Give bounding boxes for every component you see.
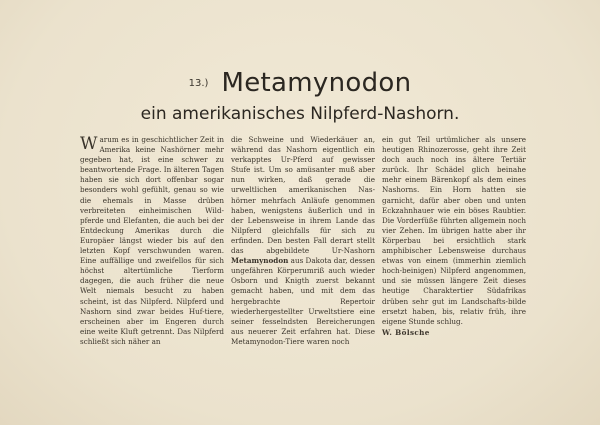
- page-title: Metamynodon: [221, 68, 412, 98]
- paragraph: [382, 135, 526, 327]
- paragraph-text: die Schweine und Wiederkäuer an, während das Nashorn eigentlich ein verkapptes Ur-Pferd auf gewisser Stufe ist. Um so amüsanter muß aber nun wirken, daß gerade die urweltlichen amerikanischen Nas-hörner mehrfach Anläufe genommen haben, wenigstens äußerlich und in der Lebensweise in ihrem Lande das Nilpferd gleichfalls für sich zu erfinden. Den besten Fall derart stellt das abgebildete Ur-Nashorn: [231, 135, 375, 256]
- article-number: 13.): [188, 77, 209, 89]
- drop-cap: W: [80, 134, 98, 154]
- page-subtitle: ein amerikanisches Nilpferd-Nashorn.: [140, 104, 460, 124]
- text-column-3: [382, 135, 526, 338]
- paragraph-text: arum es in geschichtlicher Zeit in Amerika keine Nashörner mehr gegeben hat, ist eine schwer zu beantwortende Frage. In älteren Tagen haben sie sich dort offenbar sogar besonders wohl gefühlt, genau so wie die ehemals in Masse drüben verbreiteten einheimischen Wild-pferde und Elefanten, die auch bei der Entdeckung Amerikas durch die Europäer längst wieder bis auf den letzten Kopf verschwunden waren. Eine auffällige und zweifellos für sich höchst altertümliche Tierform dagegen, die auch früher die neue Welt niemals besucht zu haben scheint, ist das Nilpferd. Nilpferd und Nashorn sind zwar beides Huf-tiere, erscheinen aber im Engeren durch eine weite Kluft getrennt. Das Nilpferd schließt sich näher an: [80, 135, 224, 346]
- paragraph-text: aus Dakota dar, dessen ungefähren Körperumriß auch wieder Osborn und Knigth zuerst bekannt gemacht haben, und mit dem das hergebrachte Repertoir wiederhergestellter Urweltstiere eine seiner fesselndsten Bereicherungen aus neuerer Zeit erfahren hat. Diese Metamynodon-Tiere waren noch: [231, 256, 375, 346]
- text-column-2: [231, 135, 375, 347]
- paragraph-text: ein gut Teil urtümlicher als unsere heutigen Rhinozerosse, geht ihre Zeit doch auch noch ins ältere Tertiär zurück. Ihr Schädel glich beinahe mehr einem Bärenkopf als dem eines Nashorns. Ein Horn hatten sie garnicht, dafür aber oben und unten Eckzahnhauer wie ein böses Raubtier. Die Vorderfüße führten allgemein noch vier Zehen. Im übrigen hatte aber ihr Körperbau bei ersichtlich stark amphibischer Lebensweise durchaus etwas von einem (immerhin ziemlich hoch-beinigen) Nilpferd angenommen, und sie müssen längere Zeit dieses heutige Charaktertier Südafrikas drüben sehr gut im Landschafts-bilde ersetzt haben, bis, relativ früh, ihre eigene Stunde schlug.: [382, 135, 526, 326]
- text-column-1: [80, 135, 224, 347]
- paragraph: [231, 135, 375, 347]
- paragraph: [80, 135, 224, 347]
- author-signature: W. Bölsche: [382, 327, 430, 337]
- bold-term: Metamynodon: [231, 256, 289, 266]
- title-row: [0, 68, 600, 98]
